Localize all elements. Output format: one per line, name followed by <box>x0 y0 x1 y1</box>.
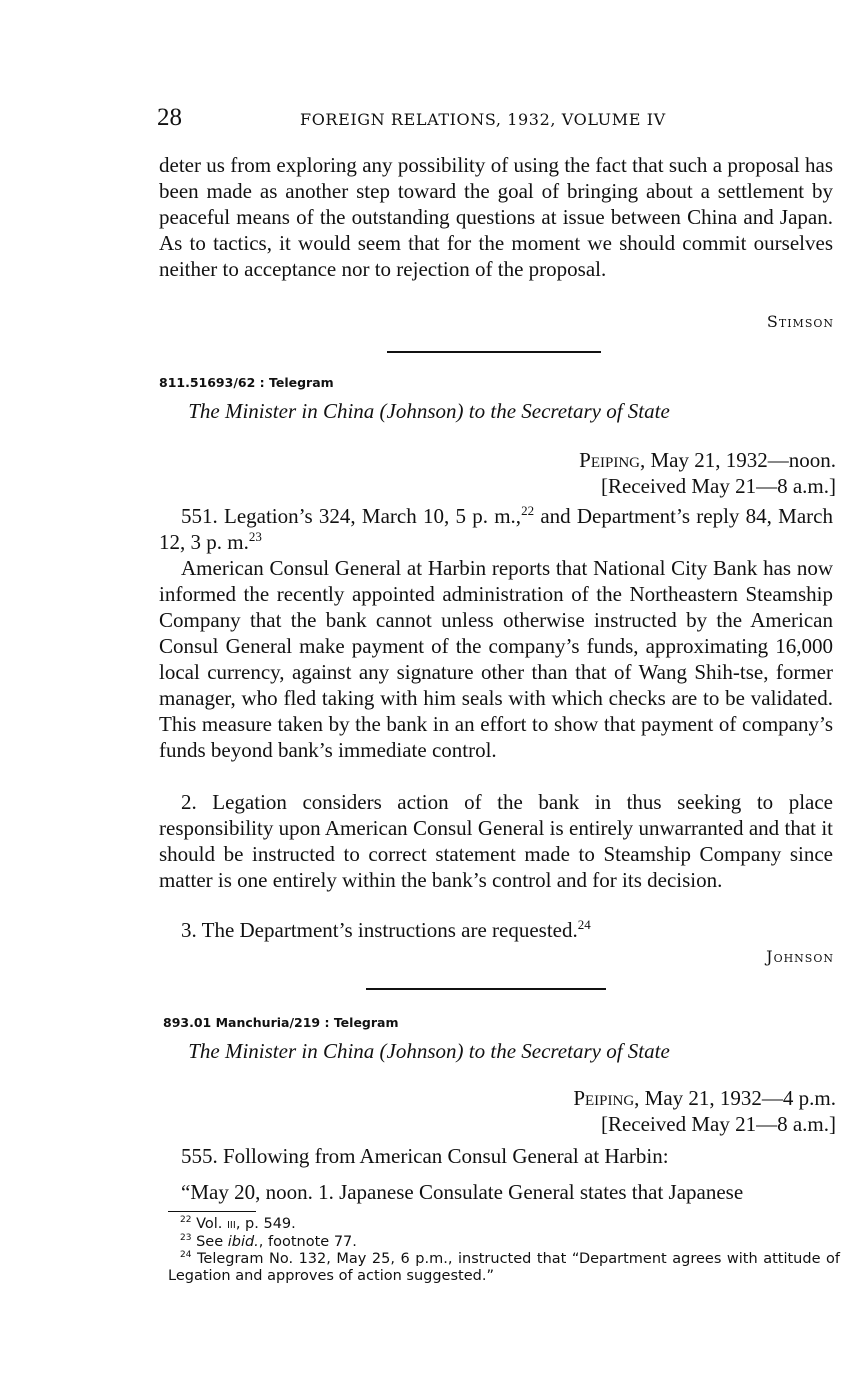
dateline: Peiping, May 21, 1932—4 p.m. <box>573 1086 836 1110</box>
file-reference: 811.51693/62 : Telegram <box>159 375 334 390</box>
section-divider <box>387 351 601 353</box>
running-title: FOREIGN RELATIONS, 1932, VOLUME IV <box>300 110 666 129</box>
paragraph-551: 551. Legation’s 324, March 10, 5 p. m.,$^{22}$ and Department’s reply 84, March 12, 3 p. m.$^{23}$ <box>159 503 833 554</box>
dateline: Peiping, May 21, 1932—noon. <box>579 448 836 472</box>
paragraph-1: American Consul General at Harbin reports that National City Bank has now informed the recently appointed administration of the Northeastern Steamship Company that the bank cannot unless otherwise instructed by the American Consul General make payment of the company’s funds, approximating 16,000 local currency, against any signature other than that of Wang Shih-tse, former manager, who fled taking with him seals with which checks are to be validated. This measure taken by the bank in an effort to show that payment of company’s funds beyond bank’s immediate control. <box>159 556 833 762</box>
section-divider <box>366 988 606 990</box>
footnote-22: $^{22}$ Vol. iii, p. 549. <box>180 1215 296 1232</box>
footnote-ref-23: 23 <box>248 529 262 544</box>
file-reference: 893.01 Manchuria/219 : Telegram <box>163 1015 399 1030</box>
footnote-ref-24: 24 <box>577 917 591 932</box>
signature-johnson: Johnson <box>766 947 834 966</box>
received-line: [Received May 21—8 a.m.] <box>600 1112 836 1136</box>
page-number: 28 <box>157 104 182 131</box>
paragraph-3: 3. The Department’s instructions are requested.$^{24}$ <box>181 917 591 942</box>
footnote-rule <box>168 1211 256 1212</box>
document-heading: The Minister in China (Johnson) to the Secretary of State <box>188 399 670 423</box>
signature-stimson: Stimson <box>766 312 834 331</box>
document-heading: The Minister in China (Johnson) to the Secretary of State <box>188 1039 670 1063</box>
footnote-ref-22: 22 <box>521 503 535 518</box>
paragraph-2: 2. Legation considers action of the bank in thus seeking to place responsibility upon American Consul General is entirely unwarranted and that it should be instructed to correct statement made to Steamship Company since matter is one entirely within the bank’s control and for its decision. <box>159 790 833 892</box>
continuation-paragraph: deter us from exploring any possibility of using the fact that such a proposal has been made as another step toward the goal of bringing about a settlement by peaceful means of the outstanding questions at issue between China and Japan. As to tactics, it would seem that for the moment we should commit ourselves neither to acceptance nor to rejection of the proposal. <box>159 153 833 281</box>
received-line: [Received May 21—8 a.m.] <box>600 474 836 498</box>
footnote-24: $^{24}$ Telegram No. 132, May 25, 6 p.m., instructed that “Department agrees with attitude of Legation and approves of action suggested.” <box>168 1250 841 1284</box>
footnote-23: $^{23}$ See ibid., footnote 77. <box>180 1233 357 1250</box>
paragraph-555: 555. Following from American Consul General at Harbin: <box>181 1144 669 1168</box>
quoted-paragraph: “May 20, noon. 1. Japanese Consulate General states that Japanese <box>181 1180 744 1204</box>
